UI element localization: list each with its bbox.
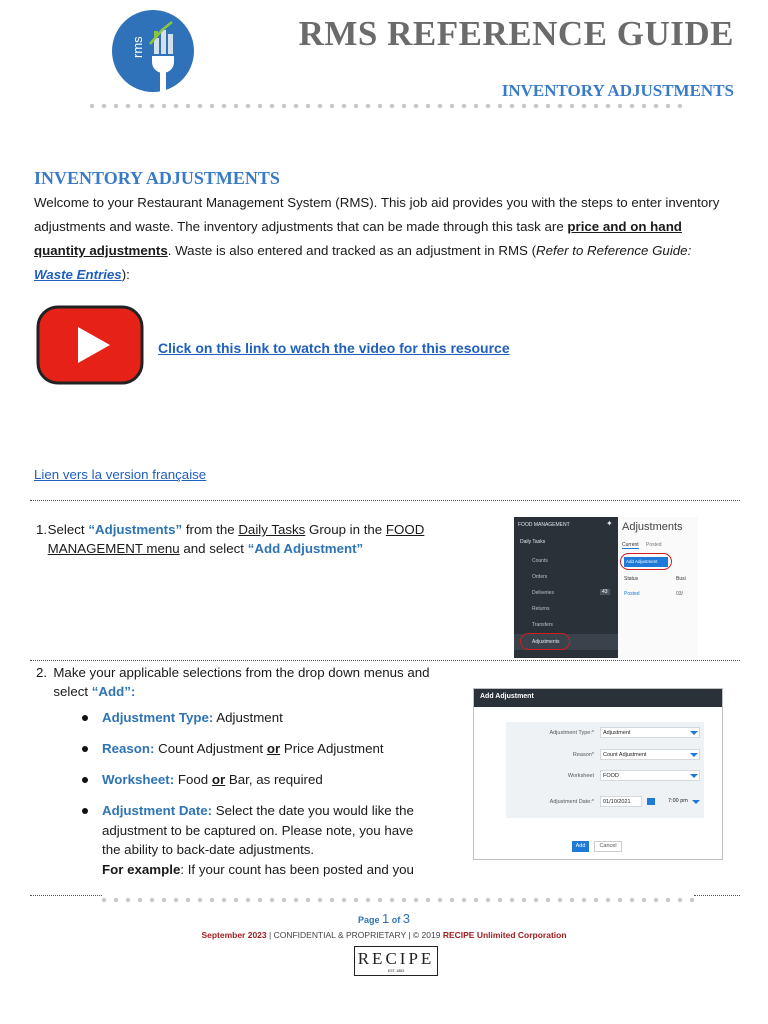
food-management-nav bbox=[514, 517, 618, 658]
guide-subtitle: INVENTORY ADJUSTMENTS bbox=[501, 81, 734, 100]
current-page: 1 bbox=[382, 911, 390, 926]
step-divider bbox=[30, 895, 102, 896]
bullet-label: Adjustment Type: bbox=[102, 710, 214, 725]
deliveries-badge: 43 bbox=[602, 589, 608, 595]
french-version-link[interactable]: Lien vers la version française bbox=[34, 467, 207, 482]
col-business: Busi bbox=[676, 576, 686, 582]
nav-item-counts: Counts bbox=[532, 558, 548, 564]
youtube-play-icon[interactable] bbox=[36, 305, 144, 385]
pin-icon: ✦ bbox=[606, 519, 613, 528]
dialog-title-bar bbox=[474, 689, 722, 707]
worksheet-label: Worksheet bbox=[567, 773, 594, 779]
bullet-label: Adjustment Date: bbox=[102, 803, 213, 818]
page-word: Page bbox=[358, 915, 383, 925]
calendar-icon bbox=[647, 798, 655, 805]
step-1-text-a: Select bbox=[47, 522, 89, 537]
nav-item-returns: Returns bbox=[532, 606, 550, 612]
example-label: For example bbox=[102, 861, 181, 877]
footer-date: September 2023 bbox=[201, 930, 267, 940]
time-input: 7:00 pm bbox=[668, 798, 688, 804]
row-status: Posted bbox=[624, 591, 640, 597]
reason-label: Reason* bbox=[572, 752, 594, 758]
of-word: of bbox=[389, 915, 403, 925]
chevron-down-icon bbox=[690, 731, 698, 735]
intro-paragraph bbox=[34, 191, 724, 287]
bullet-label: Worksheet: bbox=[102, 772, 175, 787]
step-divider bbox=[30, 660, 740, 661]
nav-menu-title: FOOD MANAGEMENT bbox=[518, 522, 570, 528]
add-adjustment-button: Add Adjustment bbox=[624, 557, 668, 567]
add-button: Add bbox=[572, 841, 589, 852]
footer-confidential bbox=[0, 930, 768, 940]
chevron-down-icon bbox=[692, 800, 700, 804]
step-1 bbox=[34, 520, 454, 558]
intro-bold-text: price and on hand quantity adjustments bbox=[34, 219, 682, 258]
step-divider bbox=[30, 500, 740, 501]
nav-item-deliveries: Deliveries bbox=[532, 590, 554, 596]
bullet-or: or bbox=[266, 741, 281, 756]
step-1-text-d: and select bbox=[179, 541, 248, 556]
button-highlight-circle bbox=[620, 553, 672, 570]
waste-entries-link[interactable]: Waste Entries bbox=[34, 267, 122, 282]
step-2 bbox=[34, 663, 454, 701]
recipe-logo-sub: EST. 1883 bbox=[387, 969, 405, 973]
reason-select: Count Adjustment bbox=[600, 749, 700, 760]
bullet-text: Food bbox=[174, 772, 212, 787]
bullet-label: Reason: bbox=[102, 741, 155, 756]
step-1-text-c: Group in the bbox=[305, 522, 386, 537]
bullet-adjustment-date bbox=[82, 801, 432, 879]
step-divider bbox=[694, 895, 740, 896]
nav-item-transfers: Transfers bbox=[532, 622, 553, 628]
dotted-divider bbox=[86, 103, 682, 109]
adjustments-menu-screenshot bbox=[514, 517, 698, 658]
bullet-worksheet bbox=[82, 770, 432, 789]
step-1-daily-tasks: Daily Tasks bbox=[238, 522, 306, 537]
step-1-number: 1. bbox=[36, 522, 48, 537]
nav-item-orders: Orders bbox=[532, 574, 548, 580]
rms-logo-text: rms bbox=[130, 36, 145, 58]
date-input: 01/10/2021 bbox=[600, 796, 642, 807]
footer-middle: | CONFIDENTIAL & PROPRIETARY | © 2019 bbox=[266, 930, 443, 940]
bullet-text: Adjustment bbox=[213, 710, 283, 725]
bullet-or: or bbox=[211, 772, 226, 787]
step-1-add-adjustment: “Add Adjustment” bbox=[247, 541, 364, 556]
recipe-logo: RECIPE bbox=[357, 949, 435, 968]
pane-title: Adjustments bbox=[622, 521, 683, 533]
dialog-form bbox=[506, 722, 704, 818]
chevron-down-icon bbox=[690, 774, 698, 778]
row-date: 03/ bbox=[676, 591, 683, 597]
date-label: Adjustment Date:* bbox=[549, 799, 594, 805]
step-2-number: 2. bbox=[36, 665, 48, 680]
bullet-reason bbox=[82, 739, 432, 758]
step-1-text-b: from the bbox=[182, 522, 239, 537]
bullet-adjustment-type bbox=[82, 708, 432, 727]
bullet-text: Count Adjustment bbox=[154, 741, 267, 756]
step-1-food-management: FOOD MANAGEMENT menu bbox=[47, 522, 425, 556]
intro-italic-text: Refer to Reference Guide: bbox=[536, 243, 692, 258]
type-label: Adjustment Type:* bbox=[549, 730, 594, 736]
cancel-button: Cancel bbox=[594, 841, 622, 852]
tab-current: Current bbox=[622, 542, 639, 548]
worksheet-select: FOOD bbox=[600, 770, 700, 781]
add-adjustment-dialog-screenshot bbox=[473, 688, 723, 860]
step-2-text: Make your applicable selections from the drop down menus and select bbox=[53, 665, 430, 699]
col-status: Status bbox=[624, 576, 639, 582]
type-select: Adjustment bbox=[600, 727, 700, 738]
tab-posted: Posted bbox=[646, 542, 662, 548]
intro-text-3: ): bbox=[121, 267, 130, 282]
guide-title: RMS REFERENCE GUIDE bbox=[298, 14, 734, 53]
dialog-title: Add Adjustment bbox=[480, 693, 534, 700]
bullet-text: Select the date you would like the adjustment to be captured on. Please note, you have the ability to back-date adjustments. bbox=[102, 803, 414, 857]
step-1-adjustments: “Adjustments” bbox=[88, 522, 183, 537]
page-number bbox=[0, 911, 768, 926]
section-heading: INVENTORY ADJUSTMENTS bbox=[34, 168, 280, 188]
chevron-down-icon bbox=[690, 753, 698, 757]
total-pages: 3 bbox=[402, 911, 410, 926]
adjustments-pane bbox=[618, 517, 698, 658]
video-link[interactable]: Click on this link to watch the video for this resource bbox=[158, 340, 510, 356]
intro-text-1: Welcome to your Restaurant Management System (RMS). This job aid provides you with the steps to enter inventory adjustments and waste. The inventory adjustments that can be made through this task are bbox=[34, 195, 720, 234]
highlight-circle bbox=[520, 633, 570, 650]
nav-item-adjustments: Adjustments bbox=[532, 639, 560, 645]
example-text: : If your count has been posted and you bbox=[180, 861, 414, 877]
bullet-text-2: Bar, as required bbox=[225, 772, 323, 787]
dotted-divider bbox=[98, 897, 694, 903]
intro-text-2: . Waste is also entered and tracked as an adjustment in RMS ( bbox=[167, 243, 537, 258]
footer-company: RECIPE Unlimited Corporation bbox=[442, 930, 567, 940]
bullet-text-2: Price Adjustment bbox=[280, 741, 384, 756]
rms-logo bbox=[110, 8, 196, 94]
nav-group: Daily Tasks bbox=[520, 539, 546, 545]
step-2-add: “Add”: bbox=[91, 684, 136, 699]
step-2-bullets bbox=[82, 708, 432, 879]
